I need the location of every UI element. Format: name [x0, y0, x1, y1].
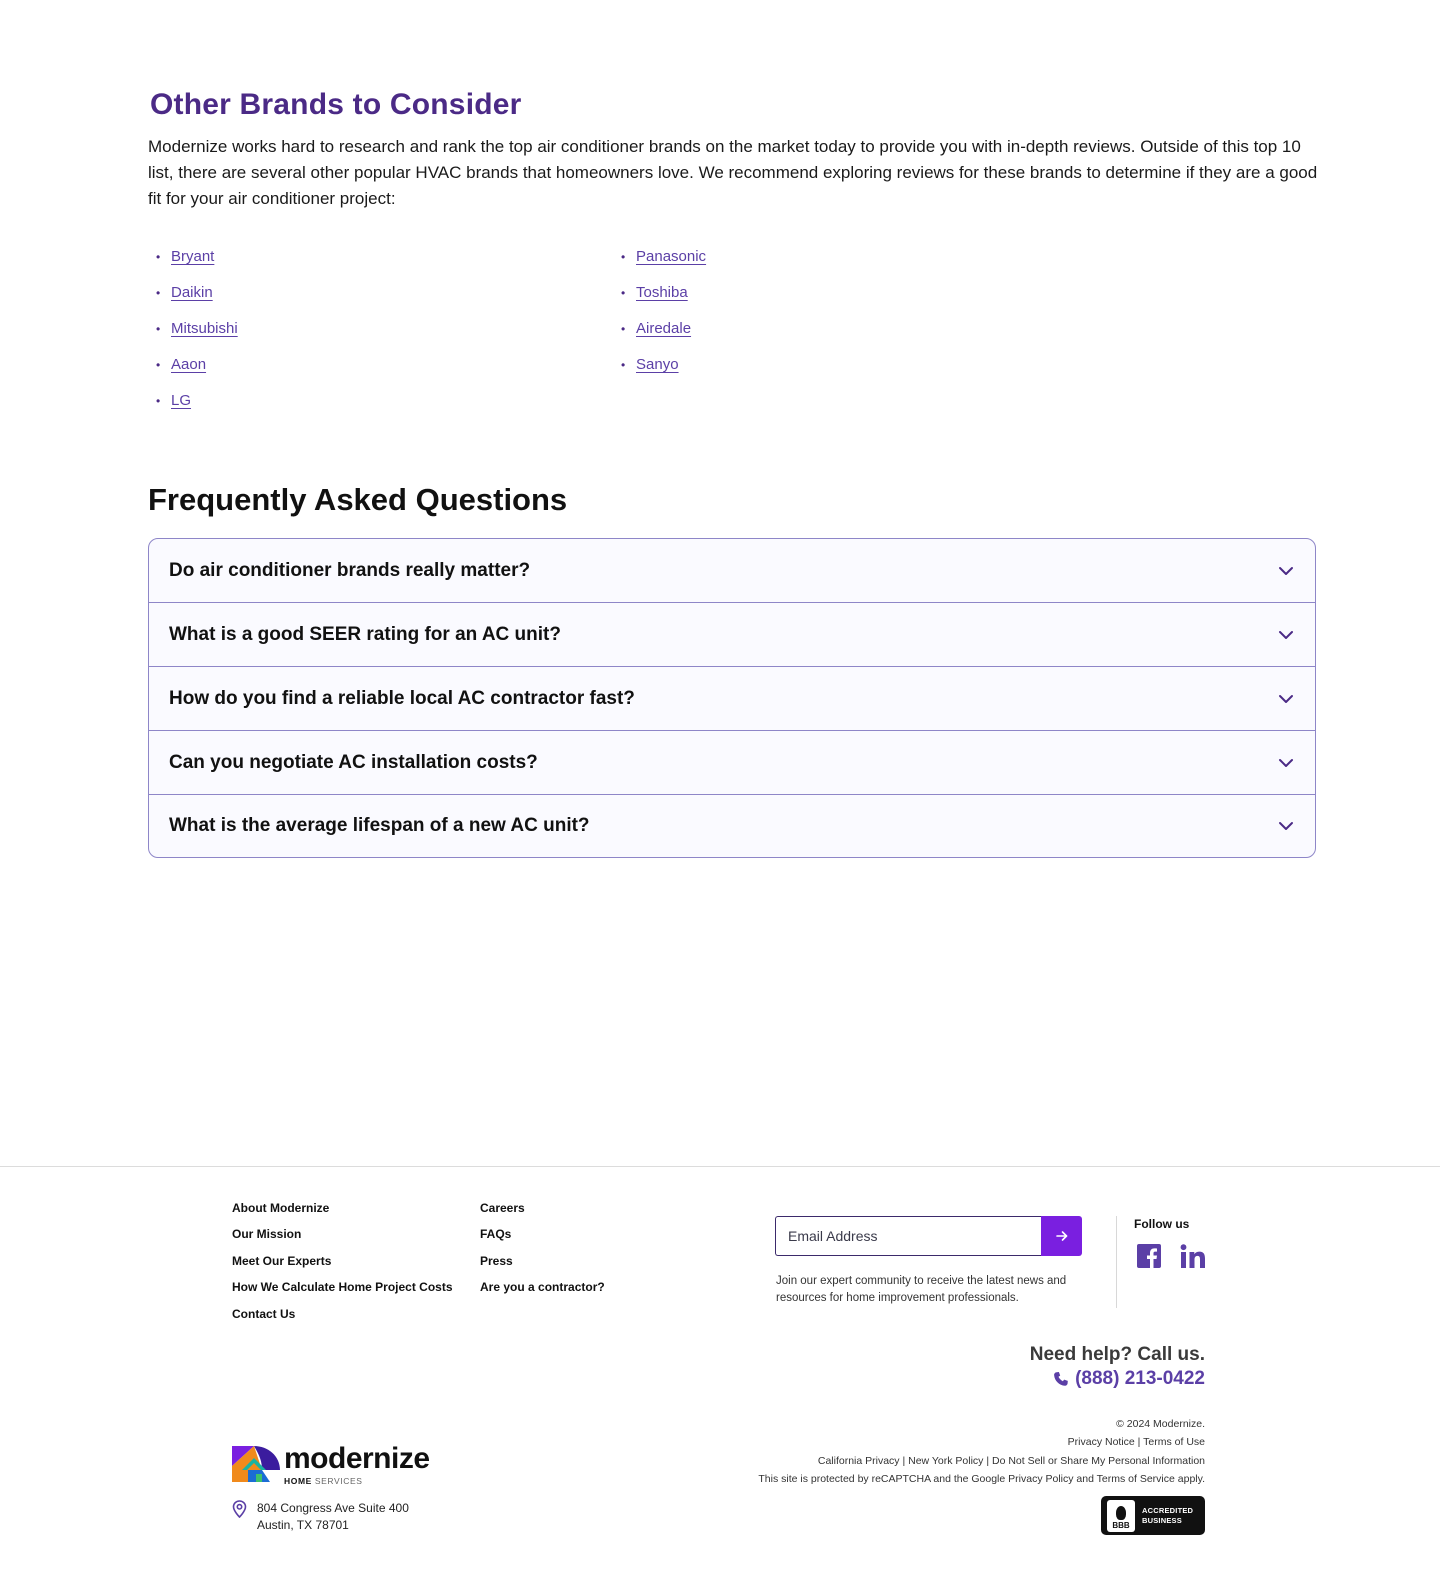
- do-not-sell-link[interactable]: Do Not Sell or Share My Personal Information: [991, 1454, 1205, 1467]
- footer-divider: [0, 1166, 1440, 1167]
- footer-link-faqs[interactable]: FAQs: [480, 1227, 512, 1242]
- location-pin-icon: [232, 1500, 247, 1518]
- footer-link-costs[interactable]: How We Calculate Home Project Costs: [232, 1280, 453, 1295]
- recaptcha-notice: This site is protected by reCAPTCHA and the Google Privacy Policy and Terms of Service apply.: [758, 1472, 1205, 1485]
- footer-link-mission[interactable]: Our Mission: [232, 1227, 302, 1242]
- email-submit-button[interactable]: [1041, 1216, 1082, 1256]
- faq-question: What is the average lifespan of a new AC unit?: [169, 815, 590, 836]
- list-item: [621, 316, 706, 352]
- faq-title: Frequently Asked Questions: [148, 482, 568, 517]
- brand-link-lg[interactable]: LG: [171, 392, 192, 409]
- brand-list-right: [621, 244, 706, 388]
- address-line2: Austin, TX 78701: [257, 1518, 349, 1532]
- california-privacy-link[interactable]: California Privacy: [817, 1454, 900, 1467]
- bbb-line2: BUSINESS: [1142, 1515, 1182, 1525]
- bullet: •: [621, 322, 626, 336]
- address: [232, 1500, 409, 1534]
- chevron-down-icon: [1277, 754, 1295, 772]
- faq-question: How do you find a reliable local AC contractor fast?: [169, 687, 635, 709]
- brand-link-aaon[interactable]: Aaon: [171, 356, 207, 373]
- footer-link-press[interactable]: Press: [480, 1253, 513, 1268]
- phone-icon: [1053, 1371, 1069, 1387]
- bullet: •: [621, 358, 626, 372]
- footer-link-experts[interactable]: Meet Our Experts: [232, 1253, 332, 1268]
- footer-link-contact[interactable]: Contact Us: [232, 1306, 296, 1321]
- brands-title: Other Brands to Consider: [150, 88, 522, 121]
- bbb-line1: ACCREDITED: [1142, 1506, 1194, 1515]
- brand-link-sanyo[interactable]: Sanyo: [636, 356, 679, 373]
- list-item: [621, 352, 706, 388]
- bullet: •: [156, 286, 161, 300]
- bbb-torch-icon: [1107, 1500, 1135, 1532]
- bullet: •: [621, 286, 626, 300]
- bullet: •: [156, 394, 161, 408]
- brand-list-left: [156, 244, 238, 424]
- bullet: •: [156, 250, 161, 264]
- list-item: [156, 280, 238, 316]
- faq-question: What is a good SEER rating for an AC unit?: [169, 623, 561, 645]
- faq-question: Can you negotiate AC installation costs?: [169, 751, 538, 773]
- faq-item[interactable]: [149, 731, 1315, 795]
- chevron-down-icon: [1277, 626, 1295, 644]
- faq-item[interactable]: [149, 795, 1315, 857]
- faq-item[interactable]: [149, 539, 1315, 603]
- newsletter-form: [775, 1216, 1082, 1256]
- brand-link-toshiba[interactable]: Toshiba: [636, 284, 688, 301]
- house-logo-icon: [232, 1444, 280, 1484]
- follow-label: Follow us: [1134, 1217, 1190, 1231]
- brands-intro: Modernize works hard to research and rank the top air conditioner brands on the market today to provide you with in-depth reviews. Outside of this top 10 list, there are several other popular HVAC brands that homeowners love. We recommend exploring reviews for these brands to determine if they are a good fit for your air conditioner project:: [148, 137, 1318, 208]
- list-item: [621, 280, 706, 316]
- facebook-icon[interactable]: [1137, 1244, 1161, 1268]
- follow-divider: [1116, 1216, 1117, 1308]
- list-item: [621, 244, 706, 280]
- bullet: •: [156, 322, 161, 336]
- newsletter-description: Join our expert community to receive the latest news and resources for home improvement professionals.: [776, 1275, 1067, 1304]
- phone-number: (888) 213-0422: [1075, 1368, 1205, 1389]
- brand-link-bryant[interactable]: Bryant: [171, 248, 215, 265]
- footer-links-col2: [480, 1198, 605, 1304]
- list-item: [156, 316, 238, 352]
- new-york-policy-link[interactable]: New York Policy: [908, 1454, 984, 1467]
- logo-sub-light: SERVICES: [314, 1476, 363, 1486]
- faq-item[interactable]: [149, 603, 1315, 667]
- faq-item[interactable]: [149, 667, 1315, 731]
- list-item: [156, 244, 238, 280]
- list-item: [156, 388, 238, 424]
- bbb-accredited-badge[interactable]: [1101, 1496, 1205, 1535]
- brand-link-daikin[interactable]: Daikin: [171, 284, 213, 301]
- chevron-down-icon: [1277, 690, 1295, 708]
- chevron-down-icon: [1277, 817, 1295, 835]
- help-title: Need help? Call us.: [1029, 1344, 1205, 1365]
- email-input[interactable]: [775, 1216, 1041, 1256]
- logo-sub-bold: HOME: [284, 1476, 312, 1486]
- footer-link-careers[interactable]: Careers: [480, 1201, 525, 1215]
- faq-accordion: [148, 538, 1316, 858]
- bbb-mark-text: BBB: [1112, 1520, 1130, 1530]
- legal-block: © 2024 Modernize. Privacy Notice | Terms of Use California Privacy | New York Policy | Do Not Sell or Share My Personal Information This site is protected by reCAPTCHA and the Google Privacy Policy and Terms of Service apply.: [758, 1415, 1205, 1488]
- logo-subtitle: [284, 1476, 430, 1486]
- list-item: [156, 352, 238, 388]
- footer-link-about[interactable]: About Modernize: [232, 1201, 330, 1215]
- logo-wordmark: modernize: [284, 1442, 430, 1475]
- chevron-down-icon: [1277, 562, 1295, 580]
- arrow-right-icon: [1055, 1229, 1069, 1243]
- bullet: •: [621, 250, 626, 264]
- privacy-notice-link[interactable]: Privacy Notice: [1067, 1436, 1135, 1449]
- copyright: © 2024 Modernize.: [1116, 1418, 1205, 1430]
- address-line1: 804 Congress Ave Suite 400: [257, 1501, 409, 1515]
- modernize-logo[interactable]: [232, 1444, 430, 1486]
- help-phone-link[interactable]: [1053, 1368, 1205, 1390]
- brand-link-airedale[interactable]: Airedale: [636, 320, 692, 337]
- brand-link-mitsubishi[interactable]: Mitsubishi: [171, 320, 238, 337]
- linkedin-icon[interactable]: [1180, 1244, 1206, 1269]
- faq-question: Do air conditioner brands really matter?: [169, 559, 531, 581]
- bbb-flame: [1116, 1506, 1126, 1520]
- brand-link-panasonic[interactable]: Panasonic: [636, 248, 707, 265]
- terms-of-use-link[interactable]: Terms of Use: [1143, 1436, 1205, 1449]
- bullet: •: [156, 358, 161, 372]
- footer-links-col1: [232, 1198, 453, 1330]
- footer-link-contractor[interactable]: Are you a contractor?: [480, 1280, 605, 1295]
